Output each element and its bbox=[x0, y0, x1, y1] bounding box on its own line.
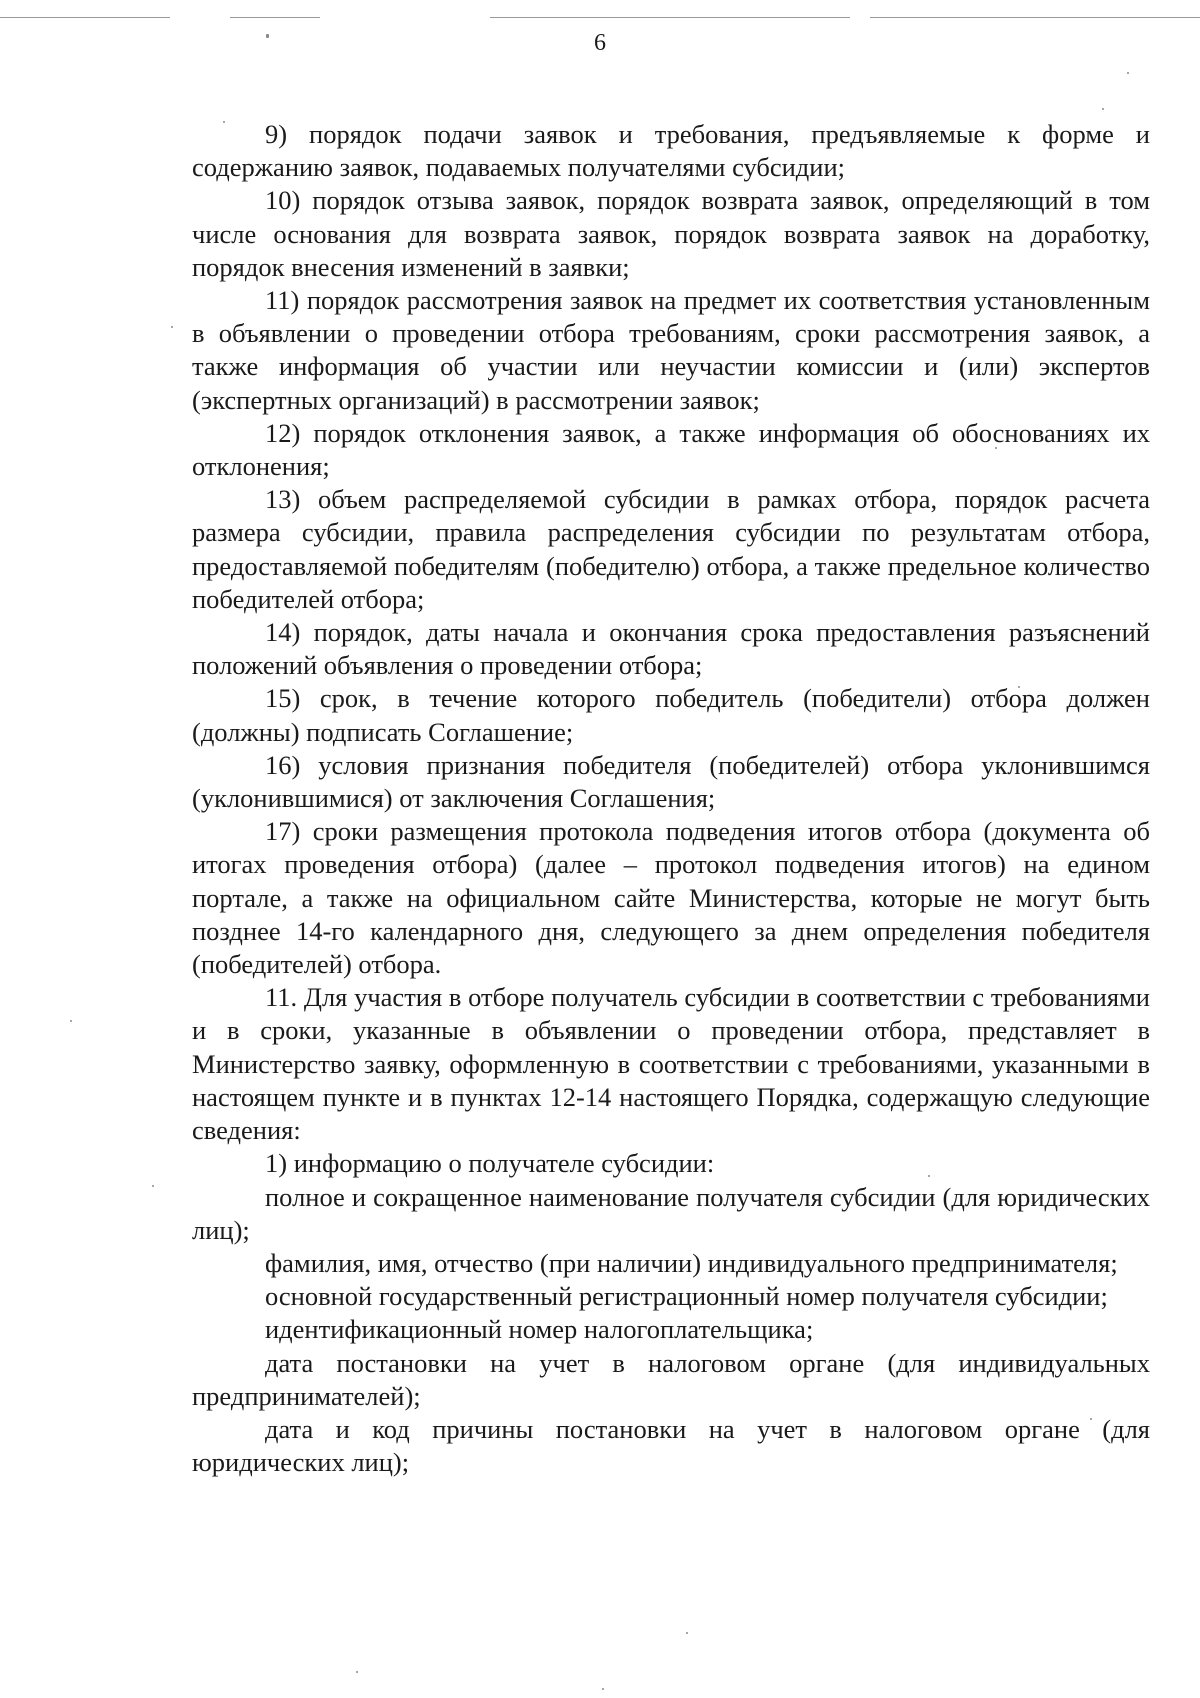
scan-speck bbox=[602, 1688, 604, 1690]
list-item-14: 14) порядок, даты начала и окончания срока предоставления разъяснений положений объявления о проведении отбора; bbox=[192, 617, 1150, 681]
scan-speck bbox=[152, 1185, 154, 1187]
page-number: 6 bbox=[594, 30, 606, 56]
list-item-13: 13) объем распределяемой субсидии в рамках отбора, порядок расчета размера субсидии, правила распределения субсидии по результатам отбора, предоставляемой победителям (победителю) отбора, а также предельное количество победителей отбора; bbox=[192, 484, 1150, 614]
scan-speck bbox=[686, 1632, 688, 1634]
info-line-fio: фамилия, имя, отчество (при наличии) индивидуального предпринимателя; bbox=[265, 1247, 1118, 1278]
info-line-name: полное и сокращенное наименование получателя субсидии (для юридических лиц); bbox=[192, 1181, 1150, 1245]
clause-11: 11. Для участия в отборе получатель субсидии в соответствии с требованиями и в сроки, указанные в объявлении о проведении отбора, представляет в Министерство заявку, оформленную в соответствии с требованиями, указанными в настоящем пункте и в пунктах 12-14 настоящего Порядка, содержащую следующие сведения: bbox=[192, 982, 1150, 1146]
scan-artifact-line bbox=[490, 17, 850, 18]
scan-artifact-line bbox=[0, 17, 170, 18]
info-line-ogrn: основной государственный регистрационный номер получателя субсидии; bbox=[265, 1281, 1108, 1312]
list-item-10: 10) порядок отзыва заявок, порядок возврата заявок, определяющий в том числе основания для возврата заявок, порядок возврата заявок на доработку, порядок внесения изменений в заявки; bbox=[192, 185, 1150, 282]
scan-artifact-line bbox=[230, 17, 320, 18]
scan-artifact-line bbox=[870, 17, 1200, 18]
list-item-15: 15) срок, в течение которого победитель (победители) отбора должен (должны) подписать Соглашение; bbox=[192, 683, 1150, 747]
list-item-9: 9) порядок подачи заявок и требования, предъявляемые к форме и содержанию заявок, подаваемых получателями субсидии; bbox=[192, 119, 1150, 183]
info-line-kpp: дата и код причины постановки на учет в налоговом органе (для юридических лиц); bbox=[192, 1413, 1150, 1478]
list-item-11: 11) порядок рассмотрения заявок на предмет их соответствия установленным в объявлении о проведении отбора требованиям, сроки рассмотрения заявок, а также информация об участии или неучастии комиссии и (или) экспертов (экспертных организаций) в рассмотрении заявок; bbox=[192, 285, 1150, 415]
subclause-1: 1) информацию о получателе субсидии: bbox=[265, 1148, 715, 1179]
scan-speck bbox=[356, 1671, 358, 1673]
info-line-inn: идентификационный номер налогоплательщика; bbox=[265, 1314, 814, 1345]
scan-speck bbox=[1127, 72, 1129, 74]
scan-speck bbox=[70, 1020, 72, 1022]
list-item-12: 12) порядок отклонения заявок, а также информация об обоснованиях их отклонения; bbox=[192, 417, 1150, 482]
info-line-ip-registration: дата постановки на учет в налоговом органе (для индивидуальных предпринимателей); bbox=[192, 1347, 1150, 1411]
scan-speck bbox=[1102, 108, 1104, 110]
scan-speck bbox=[171, 326, 173, 328]
document-body bbox=[192, 118, 1150, 1479]
list-item-17: 17) сроки размещения протокола подведения итогов отбора (документа об итогах проведения отбора) (далее – протокол подведения итогов) на едином портале, а также на официальном сайте Министерства, которые не могут быть позднее 14-го календарного дня, следующего за днем определения победителя (победителей) отбора. bbox=[192, 816, 1150, 980]
list-item-16: 16) условия признания победителя (победителей) отбора уклонившимся (уклонившимися) от заключения Соглашения; bbox=[192, 749, 1150, 814]
